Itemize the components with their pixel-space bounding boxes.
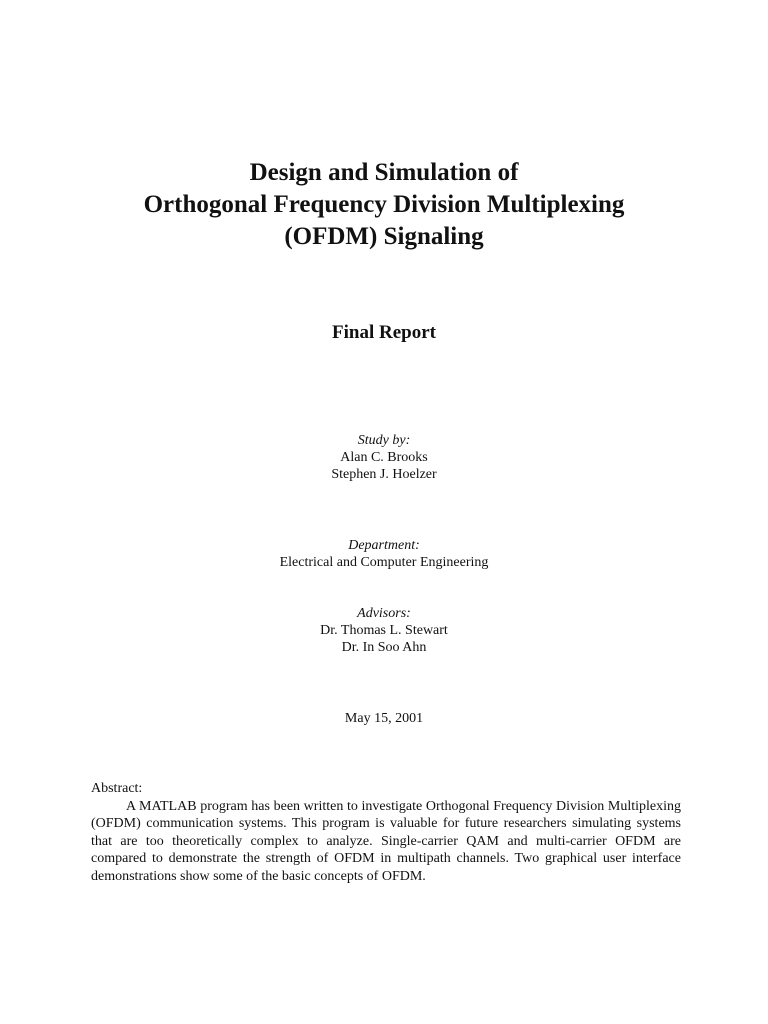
abstract-section [91, 780, 681, 885]
title-line-2: Orthogonal Frequency Division Multiplexing [143, 191, 625, 218]
report-date: May 15, 2001 [344, 711, 424, 726]
advisor-name: Dr. Thomas L. Stewart [320, 623, 448, 638]
abstract-body: A MATLAB program has been written to investigate Orthogonal Frequency Division Multiplexing (OFDM) communication systems. This program is valuable for future researchers simulating systems that are too theoretically complex to analyze. Single-carrier QAM and multi-carrier OFDM are compared to demonstrate the strength of OFDM in multipath channels. Two graphical user interface demonstrations show some of the basic concepts of OFDM. [91, 798, 681, 884]
report-subtitle: Final Report [332, 322, 436, 343]
department-block [0, 537, 768, 571]
department-label: Department: [348, 538, 420, 553]
advisor-name: Dr. In Soo Ahn [341, 640, 427, 655]
author-name: Alan C. Brooks [340, 450, 428, 465]
document-title [0, 157, 768, 253]
author-name: Stephen J. Hoelzer [331, 467, 437, 482]
abstract-label: Abstract: [91, 781, 143, 796]
advisors-block [0, 605, 768, 656]
department-name: Electrical and Computer Engineering [279, 555, 489, 570]
study-by-label: Study by: [357, 433, 411, 448]
advisors-label: Advisors: [357, 606, 411, 621]
title-line-1: Design and Simulation of [249, 159, 519, 186]
study-by-block [0, 432, 768, 483]
title-line-3: (OFDM) Signaling [284, 223, 484, 250]
